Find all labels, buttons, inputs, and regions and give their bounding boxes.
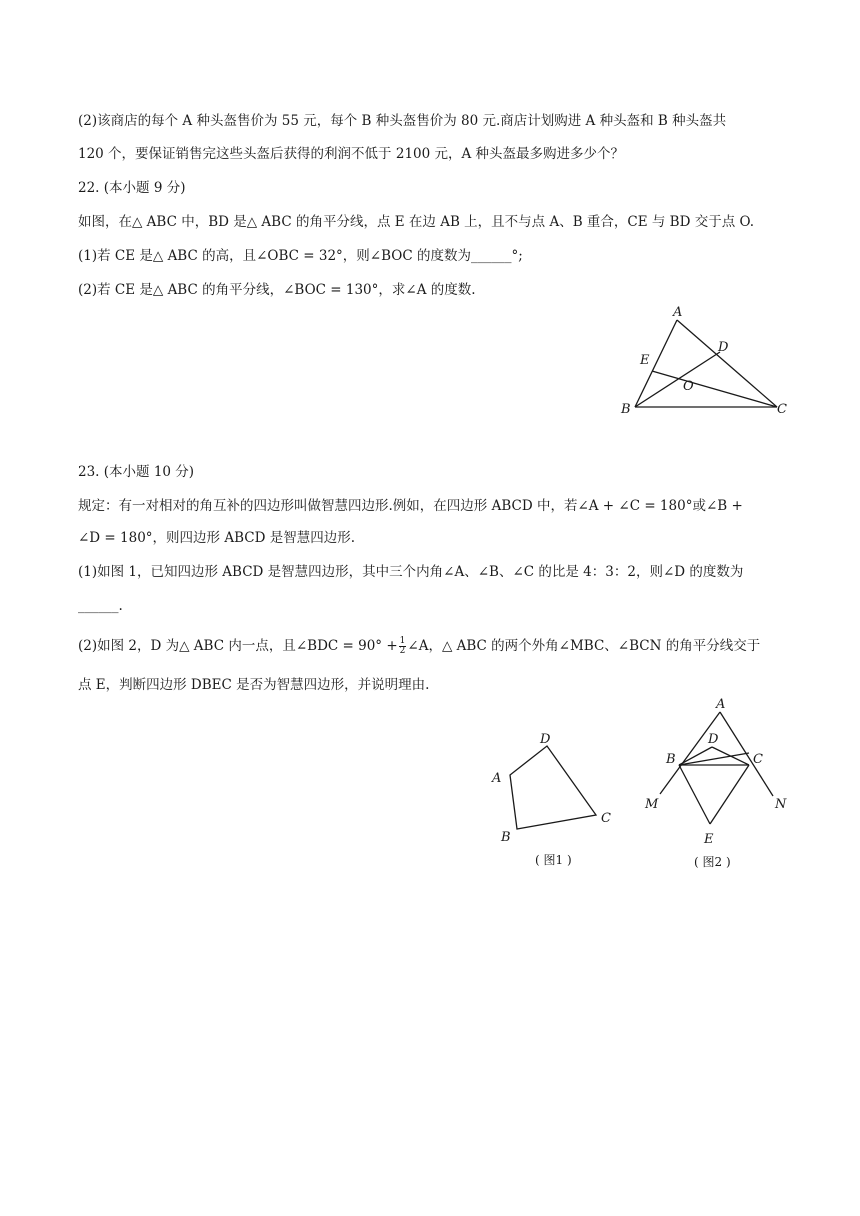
label-a: A xyxy=(673,305,683,320)
q23-figure-2-triangle xyxy=(635,690,800,875)
q22-figure-triangle xyxy=(615,300,795,425)
label-b: B xyxy=(666,752,676,767)
label-m: M xyxy=(645,797,659,812)
fraction-numerator: 1 xyxy=(399,636,406,646)
q23-part1-line2: ______. xyxy=(78,598,123,614)
segment-be xyxy=(679,765,710,824)
label-e: E xyxy=(704,832,714,847)
segment-ce xyxy=(652,371,777,407)
q22-part2: (2)若 CE 是△ ABC 的角平分线，∠BOC = 130°，求∠A 的度数. xyxy=(78,282,476,298)
label-e: E xyxy=(640,353,650,368)
fraction-denominator: 2 xyxy=(399,646,406,656)
label-a: A xyxy=(716,697,726,712)
q23-part2-line1-b: ∠A，△ ABC 的两个外角∠MBC、∠BCN 的角平分线交于 xyxy=(407,638,761,654)
q22-heading: 22. (本小题 9 分) xyxy=(78,180,186,196)
label-c: C xyxy=(753,752,763,767)
label-c: C xyxy=(777,402,787,417)
label-b: B xyxy=(621,402,631,417)
q23-part2-line1 xyxy=(78,637,760,656)
q23-heading: 23. (本小题 10 分) xyxy=(78,464,195,480)
label-a: A xyxy=(492,771,502,786)
label-d: D xyxy=(718,340,729,355)
figure-2-caption: ( 图2 ) xyxy=(694,855,731,869)
q23-part2-line2: 点 E，判断四边形 DBEC 是否为智慧四边形，并说明理由. xyxy=(78,677,430,693)
q23-part1-line1: (1)如图 1，已知四边形 ABCD 是智慧四边形，其中三个内角∠A、∠B、∠C 的比是 4：3：2，则∠D 的度数为 xyxy=(78,564,744,580)
label-c: C xyxy=(601,811,611,826)
label-d: D xyxy=(540,732,551,747)
q21-part2-line1: (2)该商店的每个 A 种头盔售价为 55 元，每个 B 种头盔售价为 80 元.商店计划购进 A 种头盔和 B 种头盔共 xyxy=(78,113,727,129)
label-b: B xyxy=(501,830,511,845)
segment-ce xyxy=(710,765,749,824)
label-d: D xyxy=(708,732,719,747)
label-n: N xyxy=(775,797,787,812)
label-o: O xyxy=(683,379,694,394)
q23-figure-1-quadrilateral xyxy=(485,728,625,873)
figure-1-caption: ( 图1 ) xyxy=(535,853,572,867)
quadrilateral-abcd xyxy=(510,746,596,829)
q23-def-line1: 规定：有一对相对的角互补的四边形叫做智慧四边形.例如，在四边形 ABCD 中，若∠A + ∠C = 180°或∠B + xyxy=(78,498,743,514)
fraction-one-half xyxy=(399,637,407,656)
q23-part2-line1-a: (2)如图 2，D 为△ ABC 内一点，且∠BDC = 90° + xyxy=(78,638,398,654)
q22-intro: 如图，在△ ABC 中，BD 是△ ABC 的角平分线，点 E 在边 AB 上，且不与点 A、B 重合，CE 与 BD 交于点 O. xyxy=(78,214,755,230)
q22-part1: (1)若 CE 是△ ABC 的高，且∠OBC = 32°，则∠BOC 的度数为______°; xyxy=(78,248,523,264)
q21-part2-line2: 120 个，要保证销售完这些头盔后获得的利润不低于 2100 元，A 种头盔最多购进多少个？ xyxy=(78,146,625,162)
q23-def-line2: ∠D = 180°，则四边形 ABCD 是智慧四边形. xyxy=(78,530,355,546)
